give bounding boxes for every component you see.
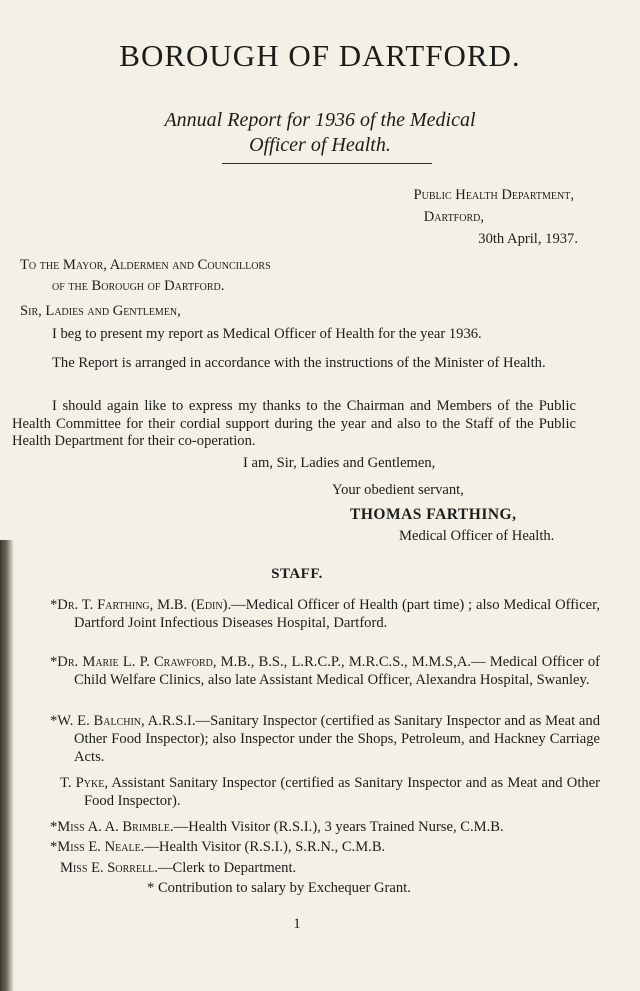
letter-date: 30th April, 1937. bbox=[478, 231, 578, 247]
subtitle-line-2: Officer of Health. bbox=[249, 134, 391, 156]
staff-heading: STAFF. bbox=[271, 566, 323, 582]
paragraph-3: I should again like to express my thanks to the Chairman and Members of the Public Health Committee for their cordial support during the year and also to the Staff of the Public Health Department for their co-operation. bbox=[12, 398, 576, 450]
staff-role: Assistant Sanitary Inspector (certified as Sanitary Inspector and as Meat and Other Food Inspector). bbox=[84, 775, 601, 809]
staff-role: —Health Visitor (R.S.I.), S.R.N., C.M.B. bbox=[144, 839, 386, 855]
greeting: Sir, Ladies and Gentlemen, bbox=[20, 303, 181, 319]
addressee-line-2: of the Borough of Dartford. bbox=[52, 278, 225, 294]
staff-name: T. Pyke, bbox=[60, 775, 108, 791]
title-rule bbox=[222, 163, 432, 164]
staff-role: —Sanitary Inspector (certified as Sanitary Inspector and as Meat and Other Food Inspector); also Inspector under the Shops, Petroleum, and Hackney Carriage Acts. bbox=[74, 713, 600, 765]
staff-entry bbox=[50, 653, 600, 689]
closing-line: I am, Sir, Ladies and Gentlemen, bbox=[243, 455, 436, 471]
report-subtitle bbox=[0, 108, 640, 158]
staff-name: *Miss E. Neale. bbox=[50, 839, 145, 855]
paragraph-1: I beg to present my report as Medical Officer of Health for the year 1936. bbox=[52, 326, 482, 342]
closing-servant: Your obedient servant, bbox=[332, 482, 464, 498]
staff-role: — Medical Officer of Child Welfare Clinics, also late Assistant Medical Officer, Alexandra Hospital, Swanley. bbox=[74, 654, 601, 688]
address-town: Dartford, bbox=[423, 209, 484, 225]
paragraph-2: The Report is arranged in accordance with the instructions of the Minister of Health. bbox=[52, 355, 546, 371]
staff-entry bbox=[50, 818, 504, 836]
subtitle-line-1: Annual Report for 1936 of the Medical bbox=[164, 109, 476, 131]
signatory-name: THOMAS FARTHING, bbox=[350, 506, 517, 523]
address-department: Public Health Department, bbox=[413, 187, 574, 203]
staff-name: *Miss A. A. Brimble. bbox=[50, 819, 174, 835]
staff-entry bbox=[50, 712, 600, 766]
staff-entry bbox=[50, 838, 385, 856]
page-title: BOROUGH OF DARTFORD. bbox=[119, 38, 521, 73]
staff-name: *W. E. Balchin, A.R.S.I. bbox=[50, 713, 196, 729]
staff-role: —Medical Officer of Health (part time) ; also Medical Officer, Dartford Joint Infectious Diseases Hospital, Dartford. bbox=[74, 597, 600, 631]
staff-name: *Dr. Marie L. P. Crawford, M.B., B.S., L.R.C.P., M.R.C.S., M.M.S,A. bbox=[50, 654, 472, 670]
staff-entry bbox=[60, 859, 296, 877]
page-number: 1 bbox=[293, 916, 301, 932]
staff-name: *Dr. T. Farthing, M.B. (Edin). bbox=[50, 597, 232, 613]
staff-entry bbox=[50, 596, 600, 632]
staff-role: —Health Visitor (R.S.I.), 3 years Trained Nurse, C.M.B. bbox=[173, 819, 504, 835]
signatory-position: Medical Officer of Health. bbox=[399, 528, 555, 544]
staff-role: —Clerk to Department. bbox=[157, 860, 297, 876]
addressee-line-1: To the Mayor, Aldermen and Councillors bbox=[20, 257, 271, 273]
staff-footnote: * Contribution to salary by Exchequer Grant. bbox=[147, 880, 411, 896]
staff-entry bbox=[60, 774, 600, 810]
staff-name: Miss E. Sorrell. bbox=[60, 860, 158, 876]
